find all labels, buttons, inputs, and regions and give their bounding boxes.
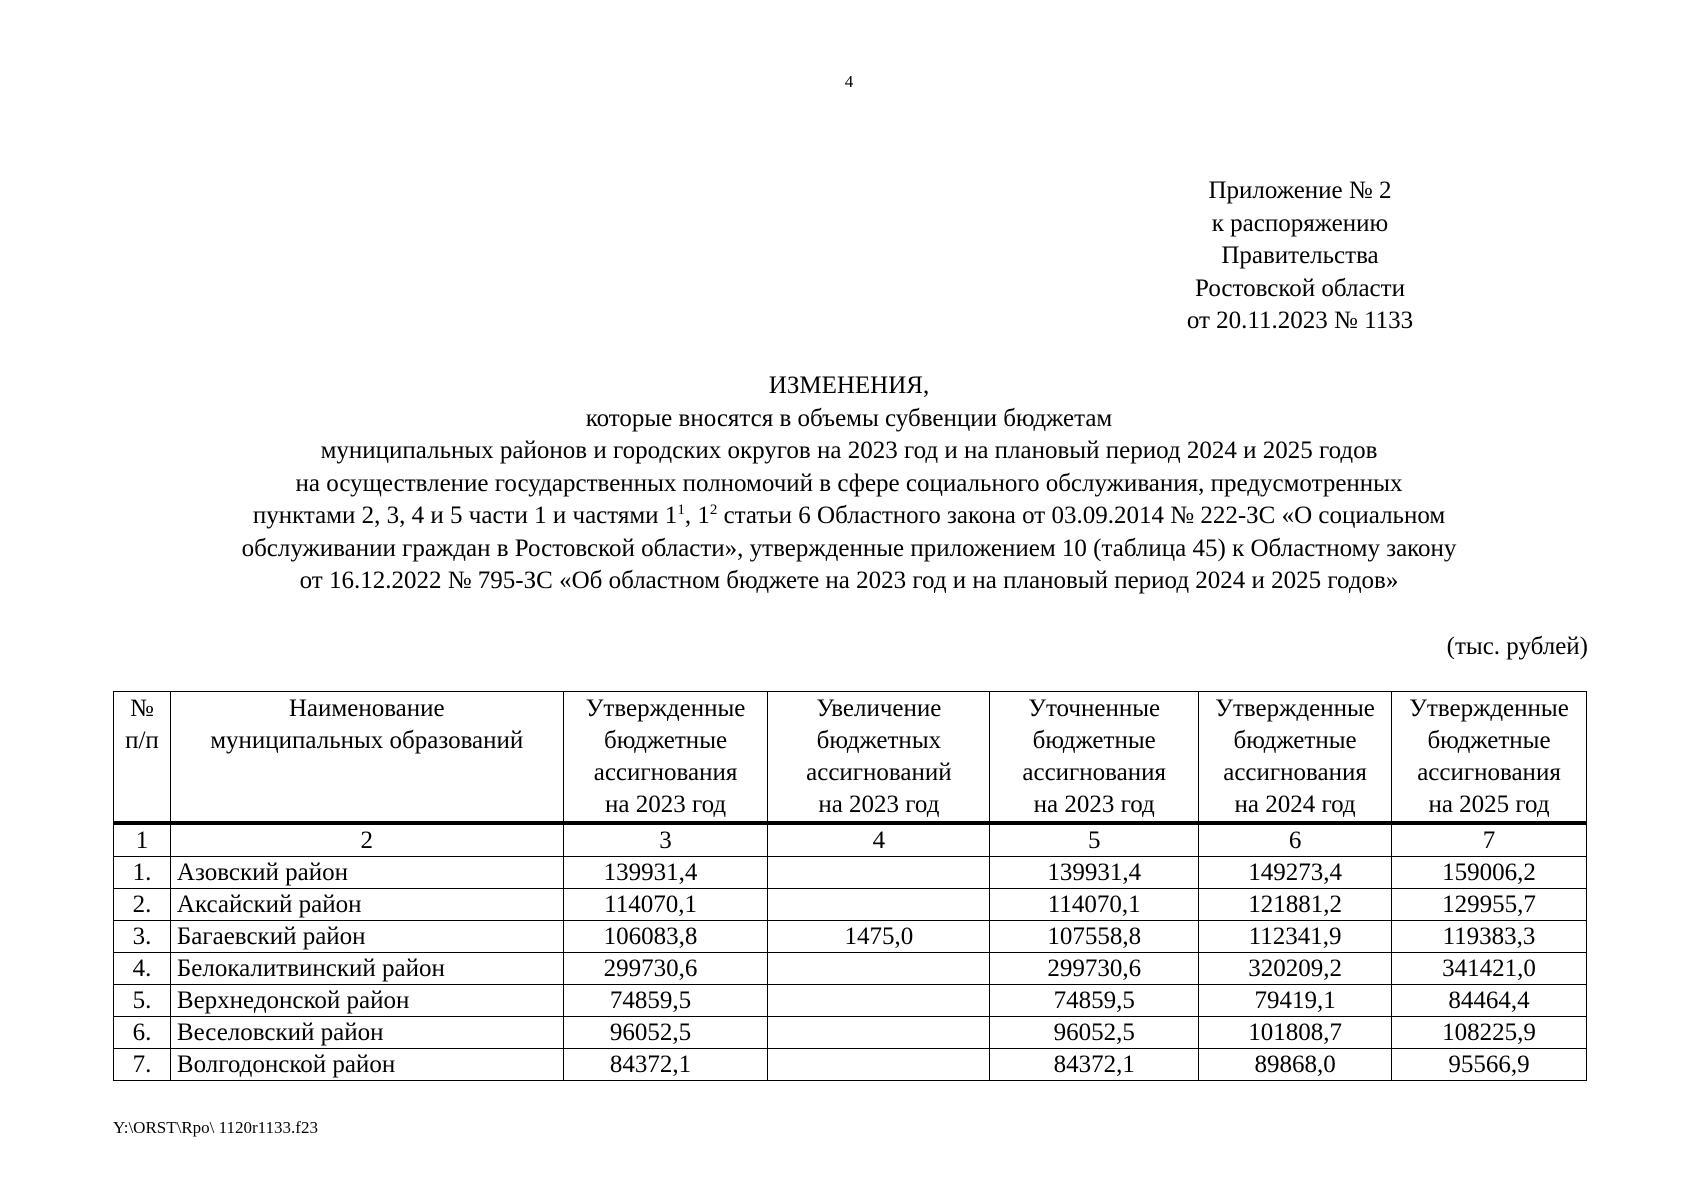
title-line: обслуживании граждан в Ростовской области», утвержденные приложением 10 (таблица 45) к Областному закону [241, 534, 1457, 562]
table-row [114, 1017, 1587, 1049]
increase-2023-cell: 1475,0 [768, 921, 990, 953]
increase-2023-cell [768, 889, 990, 921]
column-number-row [114, 823, 1587, 857]
column-number: 1 [114, 823, 171, 857]
increase-2023-cell [768, 953, 990, 985]
row-number: 7. [114, 1049, 171, 1081]
municipality-name: Белокалитвинский район [170, 953, 563, 985]
revised-2023-cell: 84372,1 [990, 1049, 1199, 1081]
appendix-block [1120, 175, 1480, 338]
file-path-footer: Y:\ORST\Rpo\ 1120r1133.f23 [113, 1118, 318, 1137]
revised-2023-cell: 107558,8 [990, 921, 1199, 953]
appendix-line: Правительства [1221, 242, 1379, 269]
appendix-line: к распоряжению [1211, 209, 1389, 237]
municipality-name: Багаевский район [170, 921, 563, 953]
approved-2025-cell: 84464,4 [1392, 985, 1587, 1017]
header-approved-2025: Утвержденные бюджетные ассигнования на 2025 год [1392, 692, 1587, 824]
header-num: № п/п [114, 692, 171, 824]
approved-2025-cell: 159006,2 [1392, 857, 1587, 889]
approved-2023-cell: 139931,4 [563, 857, 768, 889]
approved-2024-cell: 121881,2 [1199, 889, 1392, 921]
municipality-name: Азовский район [170, 857, 563, 889]
table-row [114, 921, 1587, 953]
row-number: 3. [114, 921, 171, 953]
approved-2024-cell: 79419,1 [1199, 985, 1392, 1017]
increase-2023-cell [768, 1017, 990, 1049]
document-title [0, 370, 1698, 598]
revised-2023-cell: 114070,1 [990, 889, 1199, 921]
approved-2023-cell: 74859,5 [563, 985, 768, 1017]
header-row [114, 692, 1587, 824]
row-number: 1. [114, 857, 171, 889]
superscript: 2 [709, 502, 718, 518]
municipality-name: Волгодонской район [170, 1049, 563, 1081]
municipality-name: Веселовский район [170, 1017, 563, 1049]
row-number: 2. [114, 889, 171, 921]
approved-2025-cell: 129955,7 [1392, 889, 1587, 921]
table-row [114, 953, 1587, 985]
approved-2024-cell: 320209,2 [1199, 953, 1392, 985]
title-line: от 16.12.2022 № 795-ЗС «Об областном бюджете на 2023 год и на плановый период 2024 и 2025 годов» [299, 567, 1399, 594]
municipality-name: Верхнедонской район [170, 985, 563, 1017]
table-row [114, 889, 1587, 921]
row-number: 5. [114, 985, 171, 1017]
row-number: 6. [114, 1017, 171, 1049]
header-name: Наименование муниципальных образований [170, 692, 563, 824]
approved-2023-cell: 96052,5 [563, 1017, 768, 1049]
revised-2023-cell: 96052,5 [990, 1017, 1199, 1049]
header-approved-2023: Утвержденные бюджетные ассигнования на 2023 год [563, 692, 768, 824]
column-number: 7 [1392, 823, 1587, 857]
approved-2025-cell: 119383,3 [1392, 921, 1587, 953]
revised-2023-cell: 74859,5 [990, 985, 1199, 1017]
title-text: , 1 [684, 502, 710, 529]
approved-2023-cell: 84372,1 [563, 1049, 768, 1081]
header-approved-2024: Утвержденные бюджетные ассигнования на 2024 год [1199, 692, 1392, 824]
approved-2023-cell: 114070,1 [563, 889, 768, 921]
title-text: статьи 6 Областного закона от 03.09.2014 № 222-ЗС «О социальном [717, 502, 1446, 529]
increase-2023-cell [768, 857, 990, 889]
title-text: пунктами 2, 3, 4 и 5 части 1 и частями 1 [252, 502, 678, 529]
municipality-name: Аксайский район [170, 889, 563, 921]
title-line: муниципальных районов и городских округов на 2023 год и на плановый период 2024 и 2025 годов [320, 437, 1378, 464]
approved-2024-cell: 101808,7 [1199, 1017, 1392, 1049]
appendix-line: Ростовской области [1195, 274, 1405, 302]
approved-2024-cell: 149273,4 [1199, 857, 1392, 889]
approved-2025-cell: 341421,0 [1392, 953, 1587, 985]
title-line [0, 500, 1698, 533]
table-row [114, 857, 1587, 889]
approved-2024-cell: 89868,0 [1199, 1049, 1392, 1081]
column-number: 3 [563, 823, 768, 857]
title-heading: ИЗМЕНЕНИЯ, [768, 372, 930, 399]
superscript: 1 [677, 502, 685, 518]
approved-2023-cell: 299730,6 [563, 953, 768, 985]
column-number: 4 [768, 823, 990, 857]
column-number: 5 [990, 823, 1199, 857]
approved-2023-cell: 106083,8 [563, 921, 768, 953]
units-label: (тыс. рублей) [1446, 633, 1588, 660]
approved-2024-cell: 112341,9 [1199, 921, 1392, 953]
column-number: 2 [170, 823, 563, 857]
appendix-line: Приложение № 2 [1208, 177, 1392, 204]
approved-2025-cell: 95566,9 [1392, 1049, 1587, 1081]
row-number: 4. [114, 953, 171, 985]
title-line: на осуществление государственных полномочий в сфере социального обслуживания, предусмотренных [295, 469, 1403, 497]
increase-2023-cell [768, 985, 990, 1017]
appendix-line: от 20.11.2023 № 1133 [1186, 307, 1414, 334]
approved-2025-cell: 108225,9 [1392, 1017, 1587, 1049]
increase-2023-cell [768, 1049, 990, 1081]
subsidy-table [113, 691, 1587, 1081]
title-line: которые вносятся в объемы субвенции бюджетам [585, 404, 1113, 432]
table-row [114, 1049, 1587, 1081]
header-revised-2023: Уточненные бюджетные ассигнования на 2023 год [990, 692, 1199, 824]
header-increase-2023: Увеличение бюджетных ассигнований на 2023 год [768, 692, 990, 824]
revised-2023-cell: 139931,4 [990, 857, 1199, 889]
table-row [114, 985, 1587, 1017]
revised-2023-cell: 299730,6 [990, 953, 1199, 985]
page-number: 4 [844, 72, 854, 91]
column-number: 6 [1199, 823, 1392, 857]
